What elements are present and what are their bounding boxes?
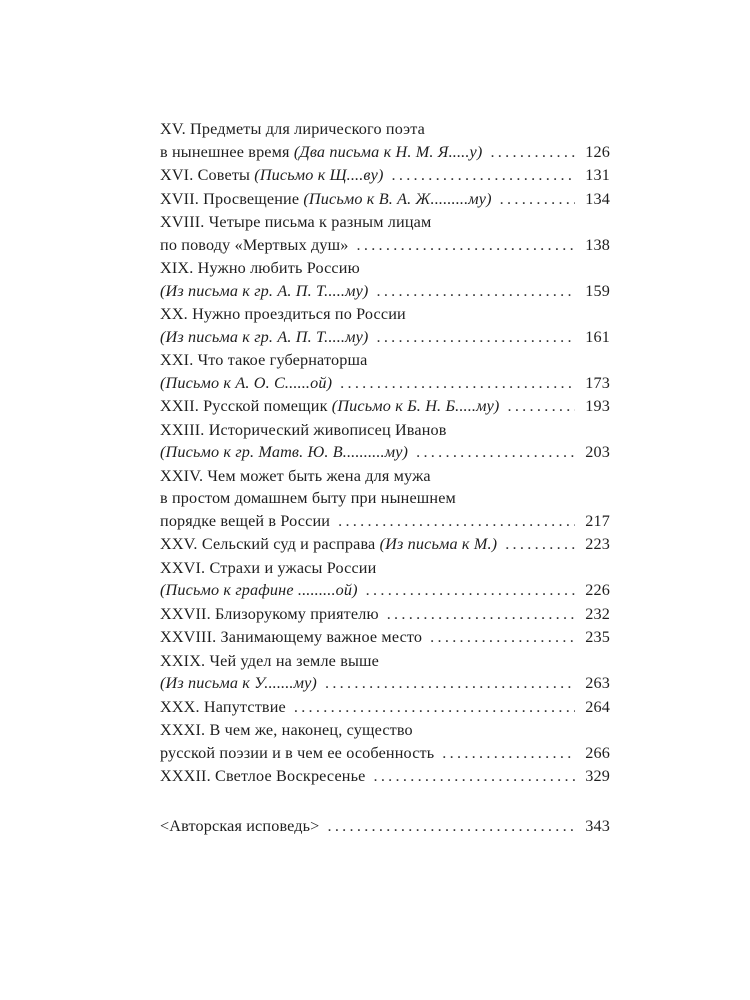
toc-entry-title-line: XIX. Нужно любить Россию — [160, 259, 360, 277]
toc-entry-text — [160, 626, 422, 649]
page-number: 232 — [585, 604, 610, 623]
toc-entry-title: <Авторская исповедь> — [160, 816, 320, 835]
toc-entry-subtitle: (Письмо к Щ....ву) — [254, 166, 384, 184]
toc-entry-last-line — [160, 815, 610, 838]
toc-entry-text — [160, 696, 286, 719]
toc-entry-last-line — [160, 395, 610, 418]
toc-entry-text — [160, 326, 368, 349]
toc-entry[interactable] — [160, 603, 610, 626]
toc-entry-text — [160, 234, 349, 257]
toc-entry-title-line: XXI. Что такое губернаторша — [160, 351, 368, 369]
toc-entry-text — [160, 603, 379, 626]
page-number: 329 — [585, 767, 610, 785]
dot-leader — [327, 815, 575, 838]
toc-entry-title-line: XXIV. Чем может быть жена для мужа — [160, 466, 431, 485]
toc-entry[interactable] — [160, 349, 610, 394]
page-number: 193 — [585, 397, 610, 415]
toc-entry-last-line — [160, 441, 610, 464]
toc-entry-text — [160, 280, 368, 303]
toc-entry-last-line — [160, 626, 610, 649]
toc-entry-subtitle: (Письмо к Б. Н. Б.....му) — [331, 397, 500, 415]
toc-entry-title: XXXII. Светлое Воскресенье — [160, 767, 366, 785]
toc-entry[interactable] — [160, 257, 610, 302]
toc-entry-last-line — [160, 326, 610, 349]
toc-entry-subtitle: (Письмо к А. О. С......ой) — [160, 373, 333, 392]
toc-entry[interactable] — [160, 719, 610, 764]
toc-entry[interactable] — [160, 303, 610, 348]
toc-entry-text — [160, 141, 482, 164]
toc-entry-text — [160, 579, 358, 602]
toc-entry-subtitle: (Два письма к Н. М. Я.....у) — [293, 142, 483, 161]
toc-entry-title: в нынешнее время — [160, 142, 294, 161]
toc-entry[interactable] — [160, 650, 610, 695]
toc-entry-last-line — [160, 672, 610, 695]
dot-leader — [416, 441, 575, 464]
dot-leader — [507, 395, 575, 418]
toc-entry[interactable] — [160, 465, 610, 533]
dot-leader — [357, 234, 576, 257]
toc-entry-text — [160, 533, 497, 556]
toc-entry-text — [160, 395, 499, 418]
toc-entry[interactable] — [160, 696, 610, 719]
toc-entry-last-line — [160, 141, 610, 164]
table-of-contents — [160, 118, 610, 837]
dot-leader — [376, 280, 575, 303]
toc-entry[interactable] — [160, 164, 610, 187]
toc-entry-last-line — [160, 164, 610, 187]
toc-entry-text — [160, 372, 332, 395]
toc-entry-last-line — [160, 533, 610, 556]
page-number: 263 — [585, 674, 610, 692]
page-number: 226 — [585, 581, 610, 599]
toc-entry-last-line — [160, 188, 610, 211]
toc-entry-subtitle: (Письмо к графине .........ой) — [160, 581, 358, 599]
dot-leader — [294, 696, 575, 719]
toc-entry-title-line: XVIII. Четыре письма к разным лицам — [160, 213, 432, 231]
page-number: 161 — [585, 327, 610, 346]
dot-leader — [338, 510, 575, 533]
toc-entry-title: XXX. Напутствие — [160, 697, 286, 716]
toc-entry[interactable] — [160, 765, 610, 788]
dot-leader — [500, 188, 576, 211]
toc-entry-title-line: XXIX. Чей удел на земле выше — [160, 651, 379, 670]
toc-entry-title: XVI. Советы — [160, 166, 255, 184]
toc-entry-title-line: XV. Предметы для лирического поэта — [160, 120, 425, 138]
toc-entry-title-line: XXXI. В чем же, наконец, существо — [160, 721, 413, 739]
toc-entry-text — [160, 742, 434, 765]
page-number: 223 — [585, 535, 610, 553]
page-number: 217 — [585, 511, 610, 530]
toc-entry-subtitle: (Письмо к В. А. Ж.........му) — [303, 189, 492, 208]
toc-entry[interactable] — [160, 557, 610, 602]
dot-leader — [376, 326, 575, 349]
toc-entry-subtitle: (Из письма к гр. А. П. Т.....му) — [160, 327, 369, 346]
dot-leader — [442, 742, 575, 765]
dot-leader — [490, 141, 575, 164]
page-number: 138 — [585, 235, 610, 254]
toc-entry[interactable] — [160, 395, 610, 418]
toc-entry[interactable] — [160, 626, 610, 649]
dot-leader — [366, 579, 576, 602]
toc-entry-title: по поводу «Мертвых душ» — [160, 235, 349, 254]
toc-entry-text — [160, 672, 317, 695]
dot-leader — [373, 765, 575, 788]
dot-leader — [392, 164, 576, 187]
page-number: 264 — [585, 697, 610, 716]
toc-entry-text — [160, 188, 492, 211]
toc-entry-title-line: XX. Нужно проездиться по России — [160, 305, 406, 323]
page-number: 266 — [585, 743, 610, 762]
page-number: 173 — [585, 373, 610, 392]
toc-entry-subtitle: (Письмо к гр. Матв. Ю. В..........му) — [160, 443, 409, 461]
dot-leader — [430, 626, 575, 649]
toc-entry-title-line: XXIII. Исторический живописец Иванов — [160, 420, 447, 439]
toc-entry-last-line — [160, 603, 610, 626]
toc-entry-last-line — [160, 742, 610, 765]
page-number: 134 — [585, 189, 610, 208]
toc-entry-text — [160, 510, 330, 533]
page-number: 131 — [585, 166, 610, 184]
page-number: 159 — [585, 281, 610, 300]
toc-entry-title-line: XXVI. Страхи и ужасы России — [160, 558, 377, 577]
toc-entry-last-line — [160, 765, 610, 788]
page-number: 203 — [585, 443, 610, 461]
toc-entry-text — [160, 815, 319, 838]
toc-entry-final[interactable] — [160, 815, 610, 838]
toc-entry[interactable] — [160, 419, 610, 464]
toc-entry-title: XXVII. Близорукому приятелю — [160, 604, 379, 623]
page-number: 235 — [585, 628, 610, 646]
page-number: 343 — [585, 816, 610, 835]
dot-leader — [325, 672, 575, 695]
toc-entry-title: порядке вещей в России — [160, 511, 331, 530]
toc-entry-title: XXII. Русской помещик — [160, 397, 332, 415]
toc-entry-title: XXVIII. Занимающему важное место — [160, 628, 423, 646]
toc-entry-last-line — [160, 372, 610, 395]
toc-entry-subtitle: (Из письма к У.......му) — [160, 674, 317, 692]
toc-entry-title-line: в простом домашнем быту при нынешнем — [160, 489, 456, 507]
toc-entry[interactable] — [160, 118, 610, 163]
toc-entry-text — [160, 164, 384, 187]
toc-entry-title: XXV. Сельский суд и расправа — [160, 535, 380, 553]
page-number: 126 — [585, 142, 610, 161]
dot-leader — [505, 533, 575, 556]
toc-entry-last-line — [160, 696, 610, 719]
toc-entry-title: русской поэзии и в чем ее особенность — [160, 743, 435, 762]
toc-entry-text — [160, 765, 365, 788]
dot-leader — [340, 372, 575, 395]
toc-entry-last-line — [160, 579, 610, 602]
toc-entry[interactable] — [160, 211, 610, 256]
toc-entry-subtitle: (Из письма к М.) — [379, 535, 498, 553]
toc-entry[interactable] — [160, 533, 610, 556]
dot-leader — [387, 603, 576, 626]
toc-entry-text — [160, 441, 408, 464]
toc-entry-subtitle: (Из письма к гр. А. П. Т.....му) — [160, 281, 369, 300]
toc-entry-last-line — [160, 280, 610, 303]
toc-entry[interactable] — [160, 188, 610, 211]
toc-entry-last-line — [160, 234, 610, 257]
toc-entry-last-line — [160, 510, 610, 533]
toc-entry-title: XVII. Просвещение — [160, 189, 304, 208]
